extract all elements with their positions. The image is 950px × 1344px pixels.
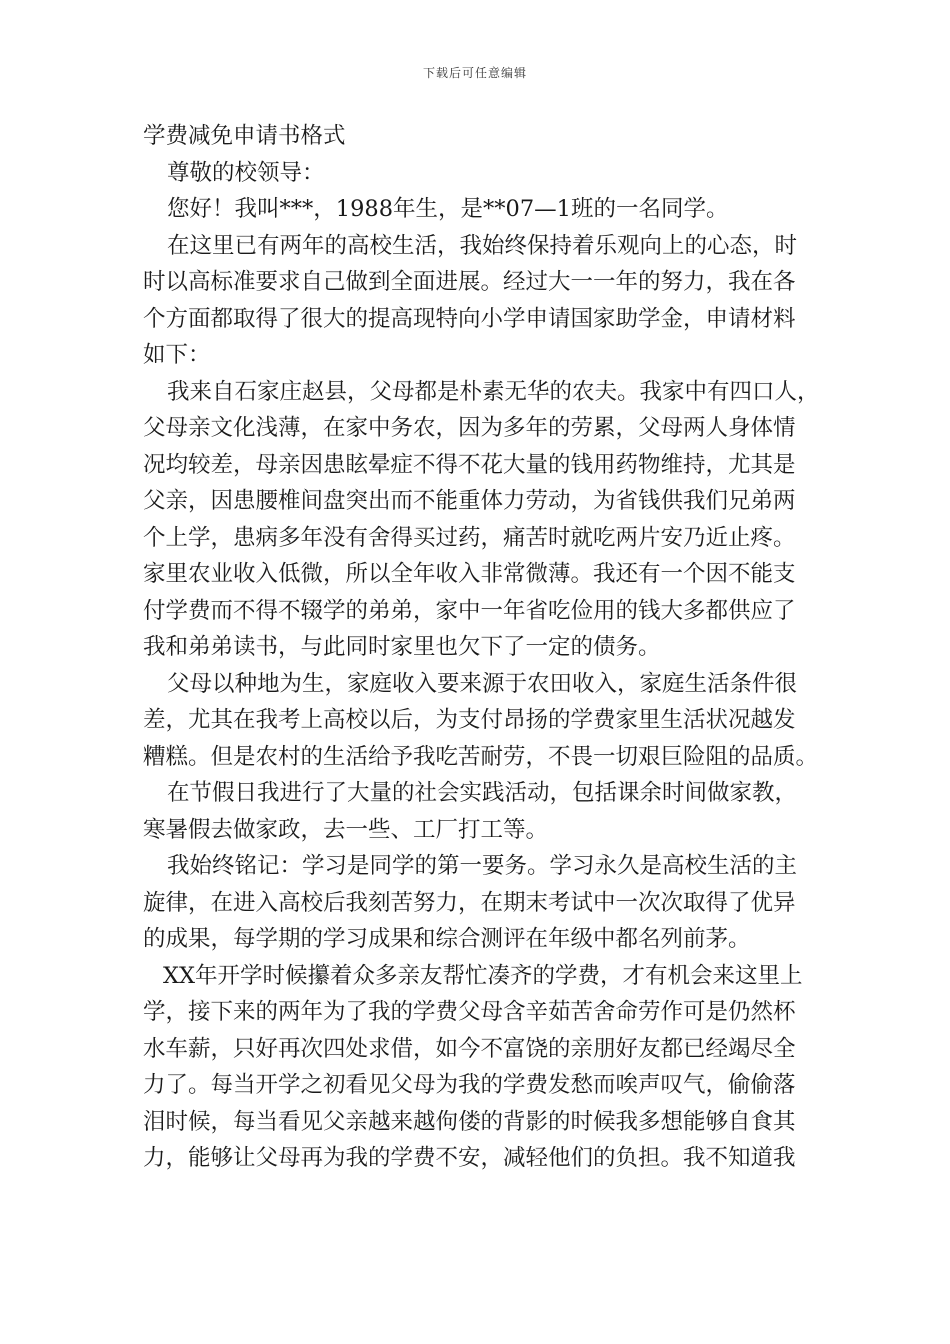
body-line: 父亲，因患腰椎间盘突出而不能重体力劳动，为省钱供我们兄弟两 [143,488,796,514]
body-line: 付学费而不得不辍学的弟弟，家中一年省吃俭用的钱大多都供应了 [143,597,796,624]
body-line: 差，尤其在我考上高校以后，为支付昂扬的学费家里生活状况越发 [143,707,796,733]
body-line: 力了。每当开学之初看见父母为我的学费发愁而唉声叹气，偷偷落 [143,1072,796,1098]
body-line: 时以高标准要求自己做到全面进展。经过大一一年的努力，我在各 [143,269,796,295]
body-line: 水车薪，只好再次四处求借，如今不富饶的亲朋好友都已经竭尽全 [143,1035,796,1062]
body-lines [143,191,823,1177]
body-line: 在这里已有两年的高校生活，我始终保持着乐观向上的心态，时 [167,232,798,259]
body-line: 我和弟弟读书，与此同时家里也欠下了一定的债务。 [143,634,661,660]
document-title: 学费减免申请书格式 [143,123,346,149]
body-line: 如下： [143,342,211,368]
body-line: 我来自石家庄赵县，父母都是朴素无华的农夫。我家中有四口人， [167,378,820,405]
body-line: 父母亲文化浅薄，在家中务农，因为多年的劳累，父母两人身体情 [143,415,796,441]
body-line: 个方面都取得了很大的提高现特向小学申请国家助学金，申请材料 [143,305,796,332]
body-line: XX年开学时候攥着众多亲友帮忙凑齐的学费，才有机会来这里上 [163,962,803,989]
body-line: 糟糕。但是农村的生活给予我吃苦耐劳，不畏一切艰巨险阻的品质。 [143,743,819,770]
body-line: 在节假日我进行了大量的社会实践活动，包括课余时间做家教， [167,780,798,806]
body-line: 我始终铭记：学习是同学的第一要务。学习永久是高校生活的主 [167,853,798,879]
salutation: 尊敬的校领导： [167,159,325,186]
page-header: 下载后可任意编辑 [422,66,527,80]
body-line: 父母以种地为生，家庭收入要来源于农田收入，家庭生活条件很 [167,670,798,697]
body-line: 况均较差，母亲因患眩晕症不得不花大量的钱用药物维持，尤其是 [143,451,796,478]
body-line: 泪时候，每当看见父亲越来越佝偻的背影的时候我多想能够自食其 [143,1108,796,1135]
document-body [143,118,823,1177]
body-line: 个上学，患病多年没有舍得买过药，痛苦时就吃两片安乃近止疼。 [143,524,796,551]
body-line: 学，接下来的两年为了我的学费父母含辛茹苦舍命劳作可是仍然杯 [143,999,796,1025]
body-line: 寒暑假去做家政，去一些、工厂打工等。 [143,816,549,843]
body-line: 力，能够让父母再为我的学费不安，减轻他们的负担。我不知道我 [143,1145,796,1171]
body-line: 家里农业收入低微，所以全年收入非常微薄。我还有一个因不能支 [143,561,796,587]
body-line: 您好！我叫***，1988年生，是**07—1班的一名同学。 [167,196,729,222]
body-line: 旋律，在进入高校后我刻苦努力，在期末考试中一次次取得了优异 [143,889,796,916]
body-line: 的成果，每学期的学习成果和综合测评在年级中都名列前茅。 [143,926,751,952]
